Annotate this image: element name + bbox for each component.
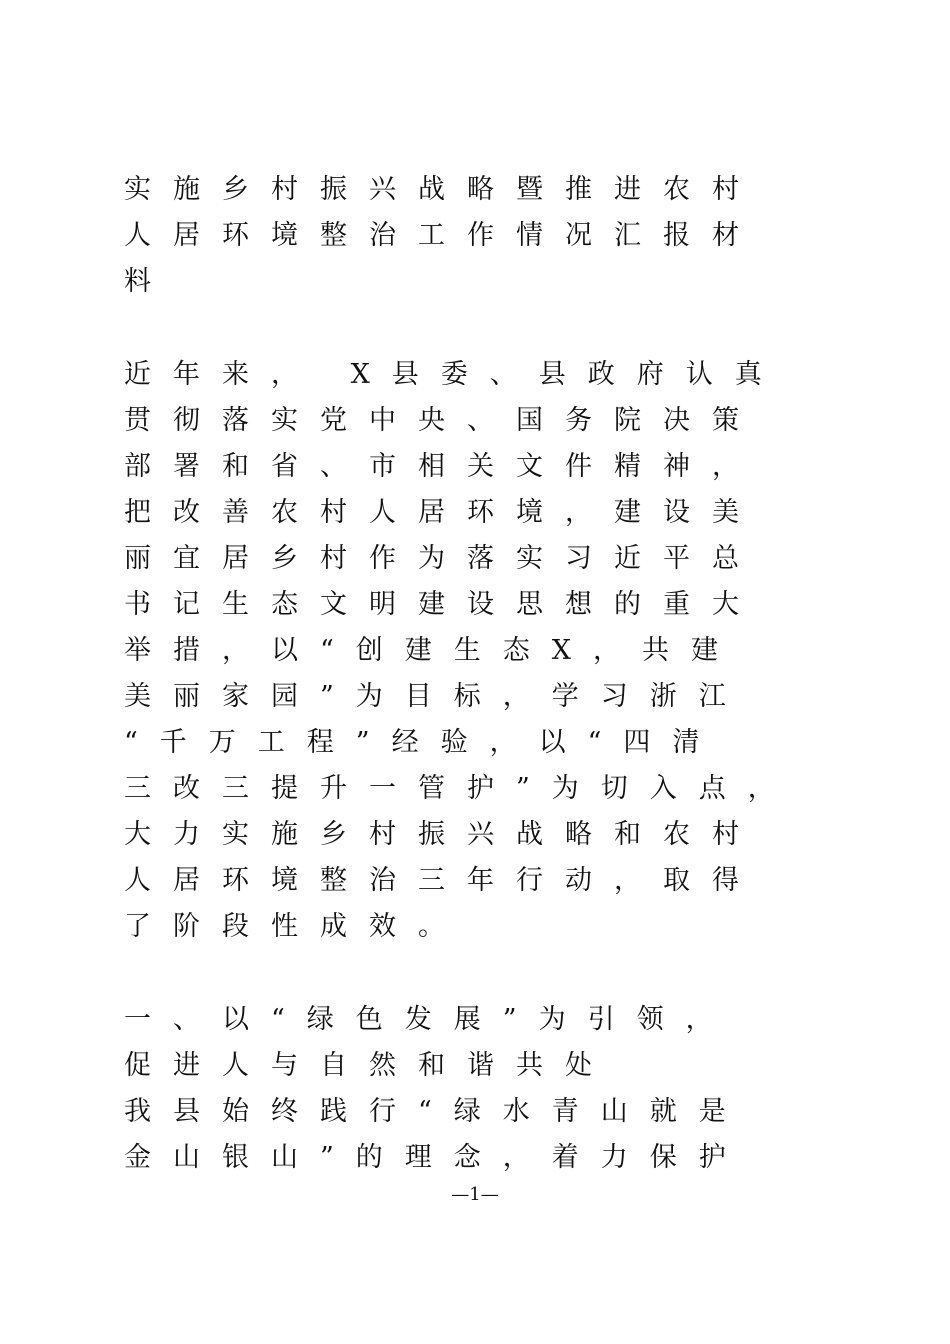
paragraph-line: 三改三提升一管护”为切入点， — [124, 773, 797, 804]
paragraph-line: 举措，以“创建生态X，共建 — [124, 635, 741, 666]
paragraph-line: 美丽家园”为目标，学习浙江 — [124, 681, 748, 712]
document-title-line: 人居环境整治工作情况汇报材 — [124, 220, 761, 251]
paragraph-line: 金山银山”的理念，着力保护 — [124, 1142, 748, 1173]
paragraph-line: 近年来， X县委、县政府认真 — [124, 359, 784, 390]
document-title-line: 料 — [124, 266, 173, 297]
section-heading-line: 促进人与自然和谐共处 — [124, 1050, 614, 1081]
paragraph-line: 把改善农村人居环境，建设美 — [124, 497, 761, 528]
paragraph-line: 了阶段性成效。 — [124, 911, 467, 942]
paragraph-line: 我县始终践行“绿水青山就是 — [124, 1096, 748, 1127]
paragraph-line: 书记生态文明建设思想的重大 — [124, 589, 761, 620]
section-heading-line: 一、以“绿色发展”为引领， — [124, 1004, 735, 1035]
page-number: —1— — [451, 1184, 499, 1205]
paragraph-line: 贯彻落实党中央、国务院决策 — [124, 405, 761, 436]
paragraph-line: “千万工程”经验，以“四清 — [124, 727, 722, 758]
paragraph-line: 大力实施乡村振兴战略和农村 — [124, 819, 761, 850]
paragraph-line: 丽宜居乡村作为落实习近平总 — [124, 543, 761, 574]
paragraph-line: 人居环境整治三年行动，取得 — [124, 865, 761, 896]
paragraph-line: 部署和省、市相关文件精神， — [124, 451, 761, 482]
document-title-line: 实施乡村振兴战略暨推进农村 — [124, 174, 761, 205]
